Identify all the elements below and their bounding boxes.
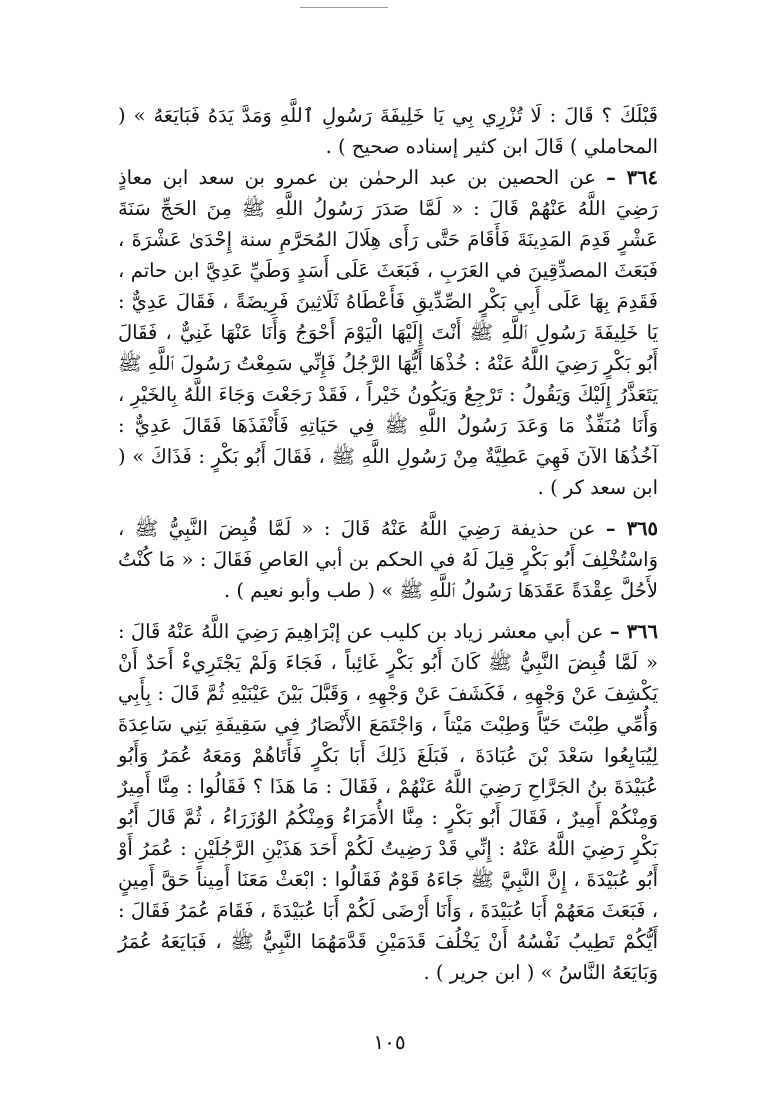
paragraph-text: قَبْلَكَ ؟ قَالَ : لَا تُزْرِي بِي يَا خَلِيفَةَ رَسُولِ ٱللَّهِ وَمَدَّ يَدَهُ فَبَايَعَهُ » ( المحاملي ) قَالَ ابن كثير إسناده صحيح ) . [118, 104, 658, 158]
paragraph-text: عن الحصين بن عبد الرحمٰن بن عمرو بن سعد ابن معاذٍ رَضِيَ اللَّهُ عَنْهُمْ قَالَ : « لَمَّا صَدَرَ رَسُولُ اللَّهِ ﷺ مِنَ الحَجِّ سَنَةَ عَشْرٍ قَدِمَ المَدِينَةَ فَأَقَامَ حَتَّى رَأَى هِلَالَ المُحَرَّمِ سنة إِحْدَىٰ عَشْرَةَ ، فَبَعَثَ المصدِّقِينَ في العَرَبِ ، فَبَعَثَ عَلَى أَسَدٍ وَطَيِّ عَدِيَّ ابن حاتم ، فَقَدِمَ بِهَا عَلَى أَبِي بَكْرٍ الصِّدِّيقِ فَأَعْطَاهُ ثَلَاثِينَ فَرِيضَةً ، فَقَالَ عَدِيٌّ : يَا خَلِيفَةَ رَسُولِ ٱللَّهِ ﷺ أَنْتَ إِلَيْهَا الْيَوْمَ أَحْوَجُ وَأَنَا عَنْهَا غَنِيٌّ ، فَقَالَ أَبُو بَكْرٍ رَضِيَ اللَّهُ عَنْهُ : خُذْهَا أَيُّهَا الرَّجُلُ فَإِنِّي سَمِعْتُ رَسُولَ ٱللَّهِ ﷺ يَتَعَذَّرُ إِلَيْكَ وَيَقُولُ : تَرْجِعُ وَيَكُونُ خَيْراً ، فَقَدْ رَجَعْتَ وَجَاءَ اللَّهُ بِالخَيْرِ ، وَأَنَا مُنَفِّذٌ مَا وَعَدَ رَسُولُ اللَّهِ ﷺ فِي حَيَاتِهِ فَأَنْفَذَهَا فَقَالَ عَدِيٌّ : آخُذُهَا الآنَ فَهِيَ عَطِيَّةٌ مِنْ رَسُولِ اللَّهِ ﷺ ، فَقَالَ أَبُو بَكْرٍ : فَذَاكَ » ( ابن سعد كر ) . [118, 166, 658, 499]
paragraph-text: عن حذيفة رَضِيَ اللَّهُ عَنْهُ قَالَ : « لَمَّا قُبِضَ النَّبِيُّ ﷺ ، وَاسْتُخْلِفَ أَبُو بَكْرٍ قِيلَ لَهُ في الحكم بن أبي العَاصِ فَقَالَ : « مَا كُنْتُ لأَحُلَّ عِقْدَةً عَقَدَهَا رَسُولُ ٱللَّهِ ﷺ » ( طب وأبو نعيم ) . [118, 517, 658, 602]
hadith-number: ٣٦٥ – [605, 517, 658, 540]
page-number: ١٠٥ [373, 1030, 406, 1054]
hadith-entry-366 [118, 616, 658, 988]
hadith-entry-364 [118, 162, 658, 503]
paragraph-text: عن أبي معشر زياد بن كليب عن إبْرَاهِيمَ رَضِيَ اللَّهُ عَنْهُ قَالَ : « لَمَّا قُبِضَ النَّبِيُّ ﷺ كَانَ أَبُو بَكْرٍ غَائِباً ، فَجَاءَ وَلَمْ يَجْتَرِيءْ أَحَدٌ أَنْ يَكْشِفَ عَنْ وَجْهِهِ ، فَكَشَفَ عَنْ وَجْهِهِ ، وَقَبَّلَ بَيْنَ عَيْنَيْهِ ثُمَّ قَالَ : بِأَبِي وَأُمِّي طِبْتَ حَيّاً وَطِبْتَ مَيْتاً ، وَاجْتَمَعَ الأَنْصَارُ فِي سَقِيفَةِ بَنِي سَاعِدَةَ لِيُبَايِعُوا سَعْدَ بْنَ عُبَادَةَ ، فَبَلَغَ ذَلِكَ أَبَا بَكْرٍ فَأَتَاهُمْ وَمَعَهُ عُمَرُ وَأَبُو عُبَيْدَةَ بنُ الجَرَّاحِ رَضِيَ اللَّهُ عَنْهُمْ ، فَقَالَ : مَا هَذَا ؟ فَقَالُوا : مِنَّا أَمِيرٌ وَمِنْكُمْ أَمِيرٌ ، فَقَالَ أَبُو بَكْرٍ : مِنَّا الأُمَرَاءُ وَمِنْكُمُ الوُزَرَاءُ ، ثُمَّ قَالَ أَبُو بَكْرٍ رَضِيَ اللَّهُ عَنْهُ : إِنِّي قَدْ رَضِيتُ لَكُمْ أَحَدَ هَذَيْنِ الرَّجُلَيْنِ : عُمَرُ أَوْ أَبُو عُبَيْدَةَ ، إِنَّ النَّبِيَّ ﷺ جَاءَهُ قَوْمٌ فَقَالُوا : ابْعَثْ مَعَنَا أَمِيناً حَقَّ أَمِينٍ ، فَبَعَثَ مَعَهُمْ أَبَا عُبَيْدَةَ ، وَأَنَا أَرْضَى لَكُمْ أَبَا عُبَيْدَةَ ، فَقَامَ عُمَرُ فَقَالَ : أَيُّكُمْ تَطِيبُ نَفْسُهُ أَنْ يَخْلُفَ قَدَمَيْنِ قَدَّمَهُمَا النَّبِيُّ ﷺ ، فَبَايَعَهُ عُمَرُ وَبَايَعَهُ النَّاسُ » ( ابن جرير ) . [118, 620, 658, 984]
hadith-entry-365 [118, 513, 658, 606]
paragraph-continuation [118, 100, 658, 162]
hadith-number: ٣٦٤ – [606, 166, 659, 189]
page-body [118, 100, 658, 988]
top-rule [300, 7, 388, 8]
hadith-number: ٣٦٦ – [609, 620, 658, 643]
